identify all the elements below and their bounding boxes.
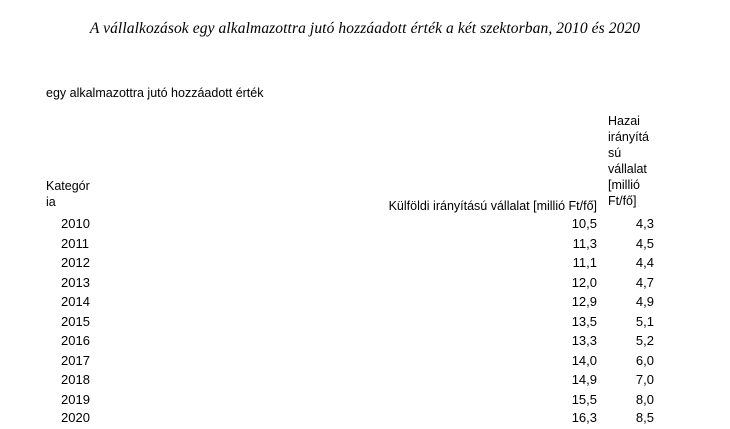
cell-year: 2013 xyxy=(61,274,90,290)
table-row xyxy=(0,236,730,255)
table-row xyxy=(0,294,730,313)
column-header-domestic-line: Ft/fő] xyxy=(608,194,637,208)
column-header-domestic-line: irányítá xyxy=(608,130,649,144)
cell-domestic: 4,9 xyxy=(635,294,654,309)
column-header-foreign: Külföldi irányítású vállalat [millió Ft/fő] xyxy=(388,199,597,213)
cell-foreign: 14,9 xyxy=(571,372,597,387)
table-row xyxy=(0,275,730,294)
column-header-domestic-line: Hazai xyxy=(608,114,640,128)
cell-domestic: 4,5 xyxy=(635,235,654,251)
table-row xyxy=(0,216,730,235)
cell-domestic: 8,0 xyxy=(635,391,654,407)
table-row xyxy=(0,410,730,429)
cell-foreign: 15,5 xyxy=(571,391,597,407)
cell-year: 2020 xyxy=(61,410,90,425)
column-header-domestic xyxy=(608,113,664,209)
cell-foreign: 14,0 xyxy=(571,352,597,368)
cell-foreign: 11,3 xyxy=(572,235,597,251)
table-row xyxy=(0,333,730,352)
column-header-domestic-line: sú xyxy=(608,146,622,160)
table-subtitle: egy alkalmazottra jutó hozzáadott érték xyxy=(46,86,264,100)
cell-year: 2014 xyxy=(61,294,90,309)
table-row xyxy=(0,372,730,391)
cell-year: 2011 xyxy=(61,235,89,251)
cell-year: 2018 xyxy=(61,372,90,387)
table-row xyxy=(0,255,730,274)
table-row xyxy=(0,353,730,372)
cell-foreign: 13,5 xyxy=(571,313,597,329)
cell-foreign: 13,3 xyxy=(571,333,597,348)
cell-foreign: 16,3 xyxy=(571,410,597,425)
table-row xyxy=(0,392,730,411)
column-header-category xyxy=(46,179,106,210)
cell-foreign: 11,1 xyxy=(572,255,597,270)
cell-foreign: 12,0 xyxy=(571,274,597,290)
column-header-category-line: ia xyxy=(46,194,56,209)
cell-year: 2017 xyxy=(61,352,90,368)
cell-domestic: 4,4 xyxy=(635,255,654,270)
cell-domestic: 7,0 xyxy=(635,372,654,387)
document-title: A vállalkozások egy alkalmazottra jutó hozzáadott érték a két szektorban, 2010 és 2020 xyxy=(89,20,641,37)
cell-year: 2010 xyxy=(61,216,90,231)
cell-year: 2012 xyxy=(61,255,90,270)
cell-domestic: 4,3 xyxy=(635,216,654,231)
cell-domestic: 4,7 xyxy=(635,274,654,290)
cell-domestic: 6,0 xyxy=(635,352,654,368)
cell-domestic: 5,1 xyxy=(635,313,654,329)
cell-year: 2019 xyxy=(61,391,90,407)
column-header-domestic-line: [millió xyxy=(608,178,640,192)
table-row xyxy=(0,314,730,333)
cell-domestic: 8,5 xyxy=(635,410,654,425)
column-header-domestic-line: vállalat xyxy=(608,162,647,176)
column-header-category-line: Kategór xyxy=(46,179,90,193)
cell-year: 2015 xyxy=(61,313,90,329)
cell-foreign: 10,5 xyxy=(571,216,597,231)
cell-domestic: 5,2 xyxy=(635,333,654,348)
cell-foreign: 12,9 xyxy=(571,294,597,309)
cell-year: 2016 xyxy=(61,333,90,348)
